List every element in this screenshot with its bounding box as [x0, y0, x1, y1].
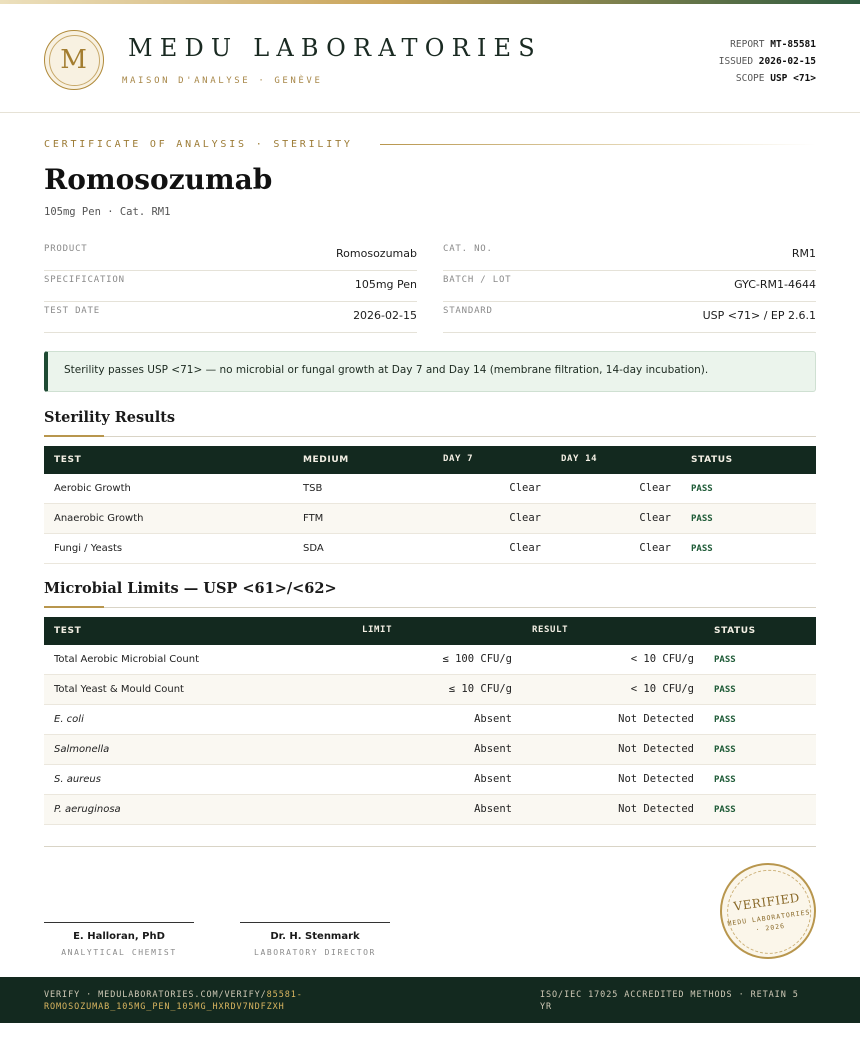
field-value: 105mg Pen: [354, 278, 417, 291]
cell-test: Aerobic Growth: [54, 483, 131, 494]
table-row: [44, 735, 816, 765]
cell-test: Salmonella: [54, 744, 110, 755]
seal-caption: MEDU LABORATORIES · 2026: [727, 908, 811, 934]
signatory-title: ANALYTICAL CHEMIST: [61, 948, 177, 957]
cell-limit: ≤ 10 CFU/g: [448, 683, 512, 695]
col-result: RESULT: [532, 625, 569, 635]
meta-scope: SCOPE USP <71>: [735, 73, 816, 84]
cell-medium: SDA: [303, 543, 324, 554]
pass-badge: PASS: [691, 544, 713, 554]
col-status: STATUS: [691, 455, 733, 465]
notice-text: Sterility passes USP <71> — no microbial or fungal growth at Day 7 and Day 14 (membrane filtration, 14-day incubation).: [64, 364, 709, 376]
verification-footer: [0, 977, 860, 1023]
field-product: [44, 240, 417, 271]
field-label: TEST DATE: [44, 306, 100, 316]
field-label: STANDARD: [443, 306, 493, 316]
report-meta: [719, 36, 816, 87]
cell-day14: Clear: [639, 542, 671, 554]
signature-laboratory-director: [240, 922, 390, 957]
table-row: [44, 765, 816, 795]
cell-result: Not Detected: [618, 773, 694, 785]
page-bottom: [0, 1023, 860, 1054]
seal-title: VERIFIED: [732, 890, 801, 914]
cell-day7: Clear: [509, 542, 541, 554]
table-row: [44, 795, 816, 825]
microbial-table: [44, 617, 816, 824]
cell-medium: FTM: [303, 513, 324, 524]
col-test: TEST: [54, 626, 82, 636]
section-rule: [44, 436, 816, 437]
field-specification: [44, 271, 417, 302]
cell-test: Total Yeast & Mould Count: [54, 684, 184, 695]
accreditation-note: ISO/IEC 17025 ACCREDITED METHODS · RETAIN 5 YR: [540, 990, 799, 1012]
verify-prefix: VERIFY · MEDULABORATORIES.COM/VERIFY/: [44, 990, 267, 1000]
field-value: Romosozumab: [336, 247, 417, 260]
field-value: 2026-02-15: [353, 309, 417, 322]
section-accent: [44, 606, 104, 608]
pass-badge: PASS: [714, 685, 736, 695]
pass-badge: PASS: [714, 805, 736, 815]
cell-limit: Absent: [474, 743, 512, 755]
verify-code: 85581-ROMOSOZUMAB_105MG_PEN_105MG_HXRDV7NDFZXH: [44, 990, 303, 1012]
product-subtitle: 105mg Pen · Cat. RM1: [44, 206, 171, 218]
pass-badge: PASS: [714, 715, 736, 725]
field-value: RM1: [791, 247, 816, 260]
cell-result: Not Detected: [618, 803, 694, 815]
pass-badge: PASS: [691, 484, 713, 494]
cell-result: Not Detected: [618, 713, 694, 725]
product-title: Romosozumab: [44, 163, 273, 196]
table-row: [44, 474, 816, 504]
table-row: [44, 705, 816, 735]
field-label: CAT. NO.: [443, 244, 493, 254]
lab-logo: [44, 30, 104, 90]
cell-result: < 10 CFU/g: [630, 683, 694, 695]
cell-result: < 10 CFU/g: [630, 653, 694, 665]
signature-analytical-chemist: [44, 922, 194, 957]
brand-tagline: MAISON D'ANALYSE · GENÈVE: [122, 76, 323, 86]
table-header: [44, 617, 816, 645]
cell-result: Not Detected: [618, 743, 694, 755]
meta-report: REPORT MT-85581: [730, 39, 816, 50]
table-row: [44, 675, 816, 705]
sterility-table: [44, 446, 816, 563]
pass-badge: PASS: [714, 775, 736, 785]
cell-medium: TSB: [303, 483, 323, 494]
field-label: BATCH / LOT: [443, 275, 512, 285]
verified-seal: [714, 857, 822, 965]
field-value: GYC-RM1-4644: [734, 278, 816, 291]
cell-day7: Clear: [509, 482, 541, 494]
meta-issued: ISSUED 2026-02-15: [718, 56, 816, 67]
field-standard: [443, 302, 816, 333]
sterility-notice: [44, 351, 816, 392]
signature-rule: [44, 846, 816, 847]
logo-letter: M: [60, 45, 87, 75]
field-label: PRODUCT: [44, 244, 88, 254]
cell-test: P. aeruginosa: [54, 804, 121, 815]
field-batch: [443, 271, 816, 302]
cell-day7: Clear: [509, 512, 541, 524]
col-day7: DAY 7: [443, 454, 474, 464]
table-row: [44, 504, 816, 534]
cell-day14: Clear: [639, 482, 671, 494]
pass-badge: PASS: [714, 655, 736, 665]
cell-limit: Absent: [474, 713, 512, 725]
sterility-section-title: Sterility Results: [44, 409, 176, 426]
signatory-name: Dr. H. Stenmark: [270, 931, 360, 942]
pass-badge: PASS: [691, 514, 713, 524]
table-row: [44, 534, 816, 564]
pass-badge: PASS: [714, 745, 736, 755]
section-rule: [44, 607, 816, 608]
col-day14: DAY 14: [561, 454, 598, 464]
col-test: TEST: [54, 455, 82, 465]
cell-test: E. coli: [54, 714, 84, 725]
table-row: [44, 645, 816, 675]
cell-test: Anaerobic Growth: [54, 513, 144, 524]
document-label: CERTIFICATE OF ANALYSIS · STERILITY: [44, 139, 353, 150]
field-label: SPECIFICATION: [44, 275, 125, 285]
signatory-name: E. Halloran, PhD: [73, 931, 165, 942]
field-value: USP <71> / EP 2.6.1: [702, 309, 816, 322]
cell-test: S. aureus: [54, 774, 101, 785]
col-status: STATUS: [714, 626, 756, 636]
report-header: [0, 4, 860, 113]
cell-limit: Absent: [474, 803, 512, 815]
cell-limit: Absent: [474, 773, 512, 785]
cell-limit: ≤ 100 CFU/g: [442, 653, 512, 665]
document-label-rule: [380, 144, 816, 145]
col-medium: MEDIUM: [303, 455, 349, 465]
section-accent: [44, 435, 104, 437]
cell-test: Total Aerobic Microbial Count: [54, 654, 199, 665]
field-cat-no: [443, 240, 816, 271]
microbial-section-title: Microbial Limits — USP <61>/<62>: [44, 580, 337, 597]
signatory-title: LABORATORY DIRECTOR: [254, 948, 376, 957]
field-test-date: [44, 302, 417, 333]
brand-name: MEDU LABORATORIES: [128, 34, 542, 62]
table-header: [44, 446, 816, 474]
cell-test: Fungi / Yeasts: [54, 543, 123, 554]
verify-link[interactable]: [44, 989, 344, 1013]
cell-day14: Clear: [639, 512, 671, 524]
col-limit: LIMIT: [362, 625, 393, 635]
